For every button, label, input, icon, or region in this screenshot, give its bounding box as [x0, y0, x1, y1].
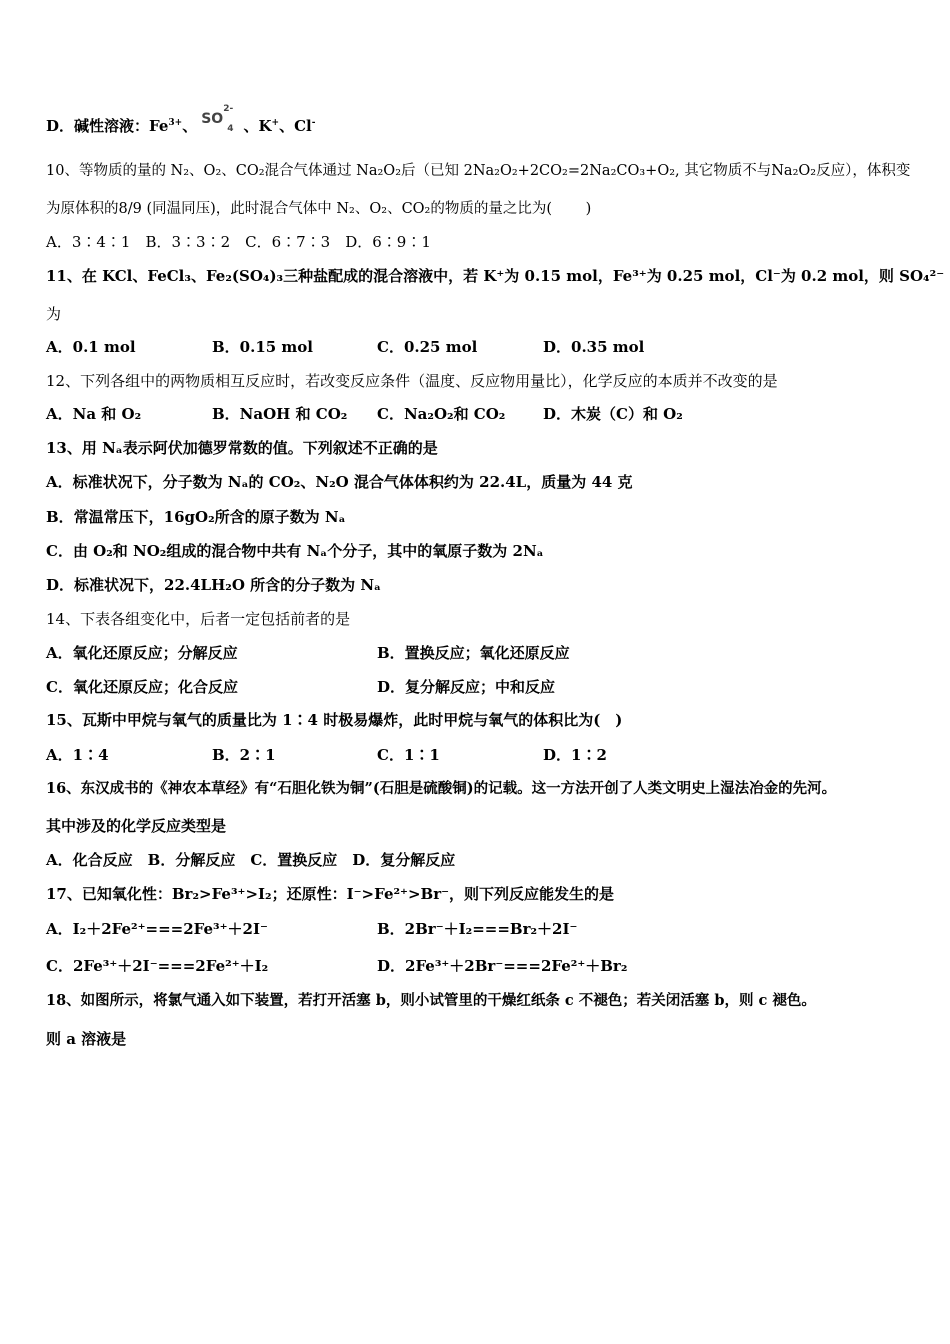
q11-option-a: A．0.1 mol [46, 338, 136, 356]
q12-stem: 12、下列各组中的两物质相互反应时，若改变反应条件（温度、反应物用量比），化学反应的本质并不改变的是 [46, 372, 778, 390]
q13-option-b: B．常温常压下，16gO₂所含的原子数为 Nₐ [46, 508, 346, 526]
q11-option-c: C．0.25 mol [377, 338, 478, 356]
q13-option-d: D．标准状况下，22.4LH₂O 所含的分子数为 Nₐ [46, 576, 382, 594]
q18-stem-line1: 18、如图所示，将氯气通入如下装置，若打开活塞 b，则小试管里的干燥红纸条 c 不褪色；若关闭活塞 b，则 c 褪色。 [46, 992, 816, 1009]
q18-stem-line2: 则 a 溶液是 [46, 1030, 127, 1048]
q14-option-b: B．置换反应；氧化还原反应 [377, 644, 570, 662]
q15-option-c: C．1∶1 [377, 746, 440, 764]
q10-stem-line2: 为原体积的8/9 (同温同压)，此时混合气体中 N₂、O₂、CO₂的物质的量之比为( ) [46, 201, 592, 217]
q10-stem-line1: 10、等物质的量的 N₂、O₂、CO₂混合气体通过 Na₂O₂后（已知 2Na₂O₂+2CO₂=2Na₂CO₃+O₂, 其它物质不与Na₂O₂反应），体积变 [46, 163, 911, 179]
q14-option-c: C．氧化还原反应；化合反应 [46, 678, 238, 696]
q17-option-d: D．2Fe³⁺＋2Br⁻===2Fe²⁺＋Br₂ [377, 957, 628, 975]
q14-stem: 14、下表各组变化中，后者一定包括前者的是 [46, 610, 351, 628]
q13-option-a: A．标准状况下，分子数为 Nₐ的 CO₂、N₂O 混合气体体积约为 22.4L，质量为 44 克 [46, 473, 633, 491]
q17-option-a: A．I₂＋2Fe²⁺===2Fe³⁺＋2I⁻ [46, 920, 268, 938]
q15-option-b: B．2∶1 [212, 746, 276, 764]
q12-option-b: B．NaOH 和 CO₂ [212, 405, 348, 423]
q12-option-a: A．Na 和 O₂ [46, 405, 142, 423]
q11-option-b: B．0.15 mol [212, 338, 314, 356]
q14-option-a: A．氧化还原反应；分解反应 [46, 644, 238, 662]
q16-stem-line2: 其中涉及的化学反应类型是 [46, 817, 227, 835]
q12-option-d: D．木炭（C）和 O₂ [543, 405, 683, 423]
q17-option-c: C．2Fe³⁺＋2I⁻===2Fe²⁺＋I₂ [46, 957, 269, 975]
q11-stem-line1: 11、在 KCl、FeCl₃、Fe₂(SO₄)₃三种盐配成的混合溶液中，若 K⁺为 0.15 mol，Fe³⁺为 0.25 mol，Cl⁻为 0.2 mol，则 SO₄²⁻ [46, 267, 945, 285]
q15-option-a: A．1∶4 [46, 746, 109, 764]
q15-option-d: D．1∶2 [543, 746, 607, 764]
q10-options: A．3∶4∶1 B．3∶3∶2 C．6∶7∶3 D．6∶9∶1 [46, 233, 431, 251]
q12-option-c: C．Na₂O₂和 CO₂ [377, 405, 506, 423]
sulfate-ion-image: $SO^{2-}_4$ [201, 104, 234, 134]
q13-stem: 13、用 Nₐ表示阿伏加德罗常数的值。下列叙述不正确的是 [46, 439, 438, 457]
q16-options: A．化合反应 B．分解反应 C．置换反应 D．复分解反应 [46, 851, 456, 869]
q17-stem: 17、已知氧化性：Br₂>Fe³⁺>I₂；还原性：I⁻>Fe²⁺>Br⁻，则下列反应能发生的是 [46, 885, 615, 903]
q17-option-b: B．2Br⁻＋I₂===Br₂＋2I⁻ [377, 920, 578, 938]
q11-option-d: D．0.35 mol [543, 338, 645, 356]
q15-stem: 15、瓦斯中甲烷与氧气的质量比为 1∶4 时极易爆炸，此时甲烷与氧气的体积比为( ) [46, 711, 623, 729]
q14-option-d: D．复分解反应；中和反应 [377, 678, 556, 696]
q11-stem-line2: 为 [46, 305, 62, 323]
q9-option-d: D．碱性溶液：$Fe^{3+}$、 $SO^{2-}_4$ 、K+、Cl- [46, 104, 316, 135]
q16-stem-line1: 16、东汉成书的《神农本草经》有“石胆化铁为铜”(石胆是硫酸铜)的记载。这一方法开创了人类文明史上湿法冶金的先河。 [46, 780, 837, 797]
q13-option-c: C．由 O₂和 NO₂组成的混合物中共有 Nₐ个分子，其中的氧原子数为 2Nₐ [46, 542, 544, 560]
